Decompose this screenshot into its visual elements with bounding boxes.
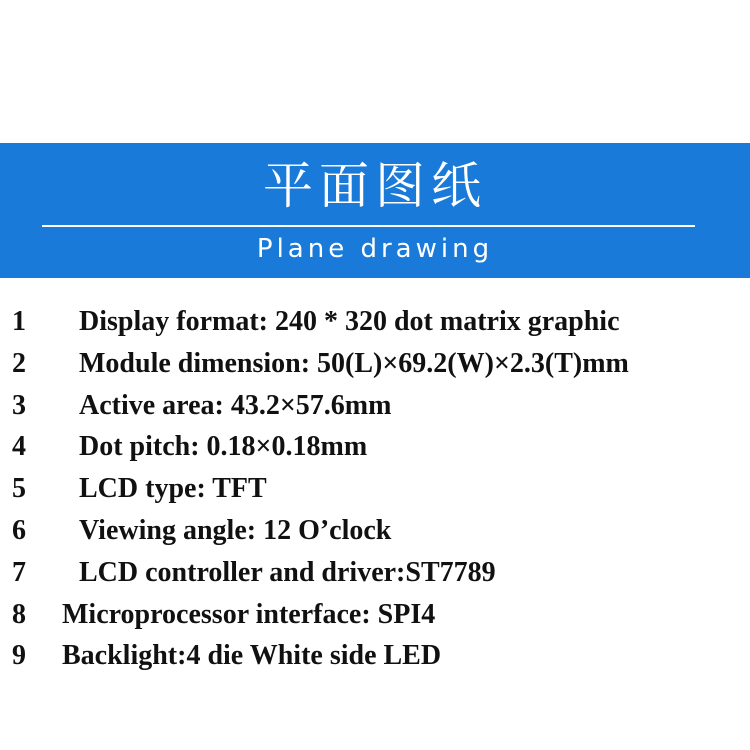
- spec-row: [0, 468, 750, 510]
- spec-text: LCD type: TFT: [79, 473, 267, 505]
- spec-row: [0, 301, 750, 343]
- spec-row: [0, 594, 750, 636]
- spec-row: [0, 343, 750, 385]
- banner-title: 平面图纸: [263, 157, 487, 215]
- spec-number: 2: [12, 347, 26, 379]
- spec-text: Module dimension: 50(L)×69.2(W)×2.3(T)mm: [79, 347, 629, 379]
- spec-number: 8: [12, 598, 26, 630]
- spec-text: Viewing angle: 12 O’clock: [79, 514, 392, 546]
- spec-text: Dot pitch: 0.18×0.18mm: [79, 431, 368, 463]
- spec-text: LCD controller and driver:ST7789: [79, 556, 496, 588]
- header-banner: [0, 143, 750, 278]
- spec-number: 1: [12, 306, 26, 337]
- banner-subtitle: Plane drawing: [256, 234, 494, 264]
- spec-number: 5: [12, 473, 26, 505]
- spec-list: [0, 301, 750, 677]
- spec-text: Backlight:4 die White side LED: [62, 640, 442, 672]
- spec-row: [0, 426, 750, 468]
- spec-text: Microprocessor interface: SPI4: [62, 598, 436, 630]
- spec-number: 7: [12, 556, 26, 588]
- spec-row: [0, 635, 750, 677]
- spec-text: Active area: 43.2×57.6mm: [79, 389, 392, 421]
- spec-number: 3: [12, 389, 26, 421]
- spec-number: 9: [12, 640, 26, 672]
- spec-row: [0, 385, 750, 427]
- spec-text: Display format: 240 * 320 dot matrix graphic: [79, 306, 620, 337]
- spec-number: 6: [12, 514, 26, 546]
- banner-divider: [42, 225, 695, 227]
- spec-row: [0, 552, 750, 594]
- spec-number: 4: [12, 431, 26, 463]
- spec-row: [0, 510, 750, 552]
